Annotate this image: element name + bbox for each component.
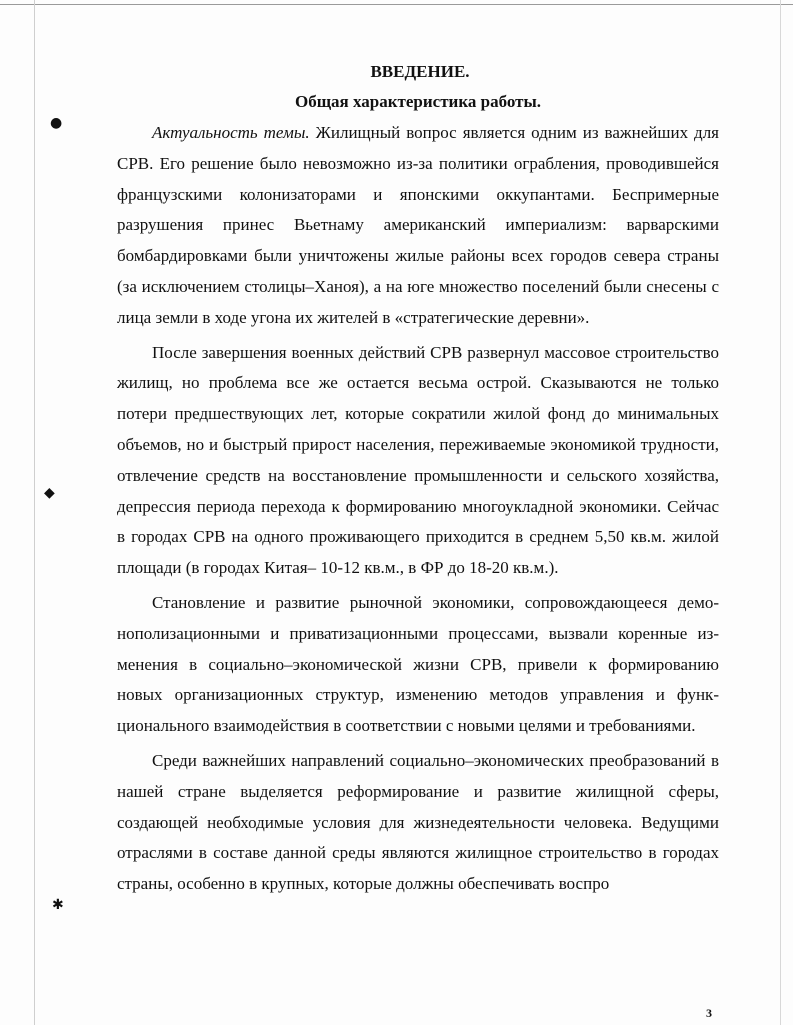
page-title: ВВЕДЕНИЕ. <box>370 62 470 81</box>
paragraph-4: Среди важнейших направлений социально–экономических преобразований в нашей стране выделяется реформирование и развитие жилищной сферы, создающей необходимые условия для жизнедеятельности человека. Ведущими отраслями в составе данной среды являются жилищное строительство в городах страны, особенно в крупных, которые должны обеспечивать воспро <box>117 750 719 894</box>
document-body <box>117 118 719 900</box>
paragraph-lead: Актуальность темы. <box>152 123 310 142</box>
page-subtitle: Общая характеристика работы. <box>294 92 542 111</box>
page-number: 3 <box>706 1006 712 1020</box>
scan-edge-right <box>780 0 781 1025</box>
paragraph-text: Жилищный вопрос является одним из важнейших для СРВ. Его решение было невозможно из-за политики ограбления, проводившейся французскими колонизаторами и японскими оккупантами. Беспримерные разрушения принес Вьетнаму американский империализм: варварскими бомбардировками были уничтожены жилые районы всех городов севера страны (за исключением столицы–Ханоя), а на юге множество поселений были снесены с лица земли в ходе угона их жителей в «стратегические деревни». <box>117 123 720 327</box>
paragraph-2: После завершения военных действий СРВ развернул массовое строительство жилищ, но проблема все же остается весьма острой. Сказываются не только потери предшествующих лет, которые сократили жилой фонд до минимальных объемов, но и быстрый прирост населения, переживаемые экономикой трудности, отвлечение средств на восстановление промышленности и сельского хозяйства, депрессия периода перехода к формированию многоукладной экономики. Сейчас в городах СРВ на одного проживающего приходится в среднем 5,50 кв.м. жилой площади (в городах Китая– 10-12 кв.м., в ФР до 18-20 кв.м.). <box>117 342 719 578</box>
scan-edge-top <box>0 4 793 5</box>
punch-hole-mark-icon: ● <box>50 115 63 131</box>
scan-edge-left <box>34 0 35 1025</box>
punch-hole-mark-icon: ◆ <box>44 485 55 501</box>
punch-hole-mark-icon: ✱ <box>52 897 64 913</box>
paragraph-3: Становление и развитие рыночной экономики, сопровождающееся демонополизационными и приватизационными процессами, вызвали коренные изменения в социально–экономической жизни СРВ, привели к формированию новых организационных структур, изменению методов управления и функционального взаимодействия в соответствии с новыми целями и требованиями. <box>117 592 719 736</box>
paragraph-1 <box>117 118 719 334</box>
